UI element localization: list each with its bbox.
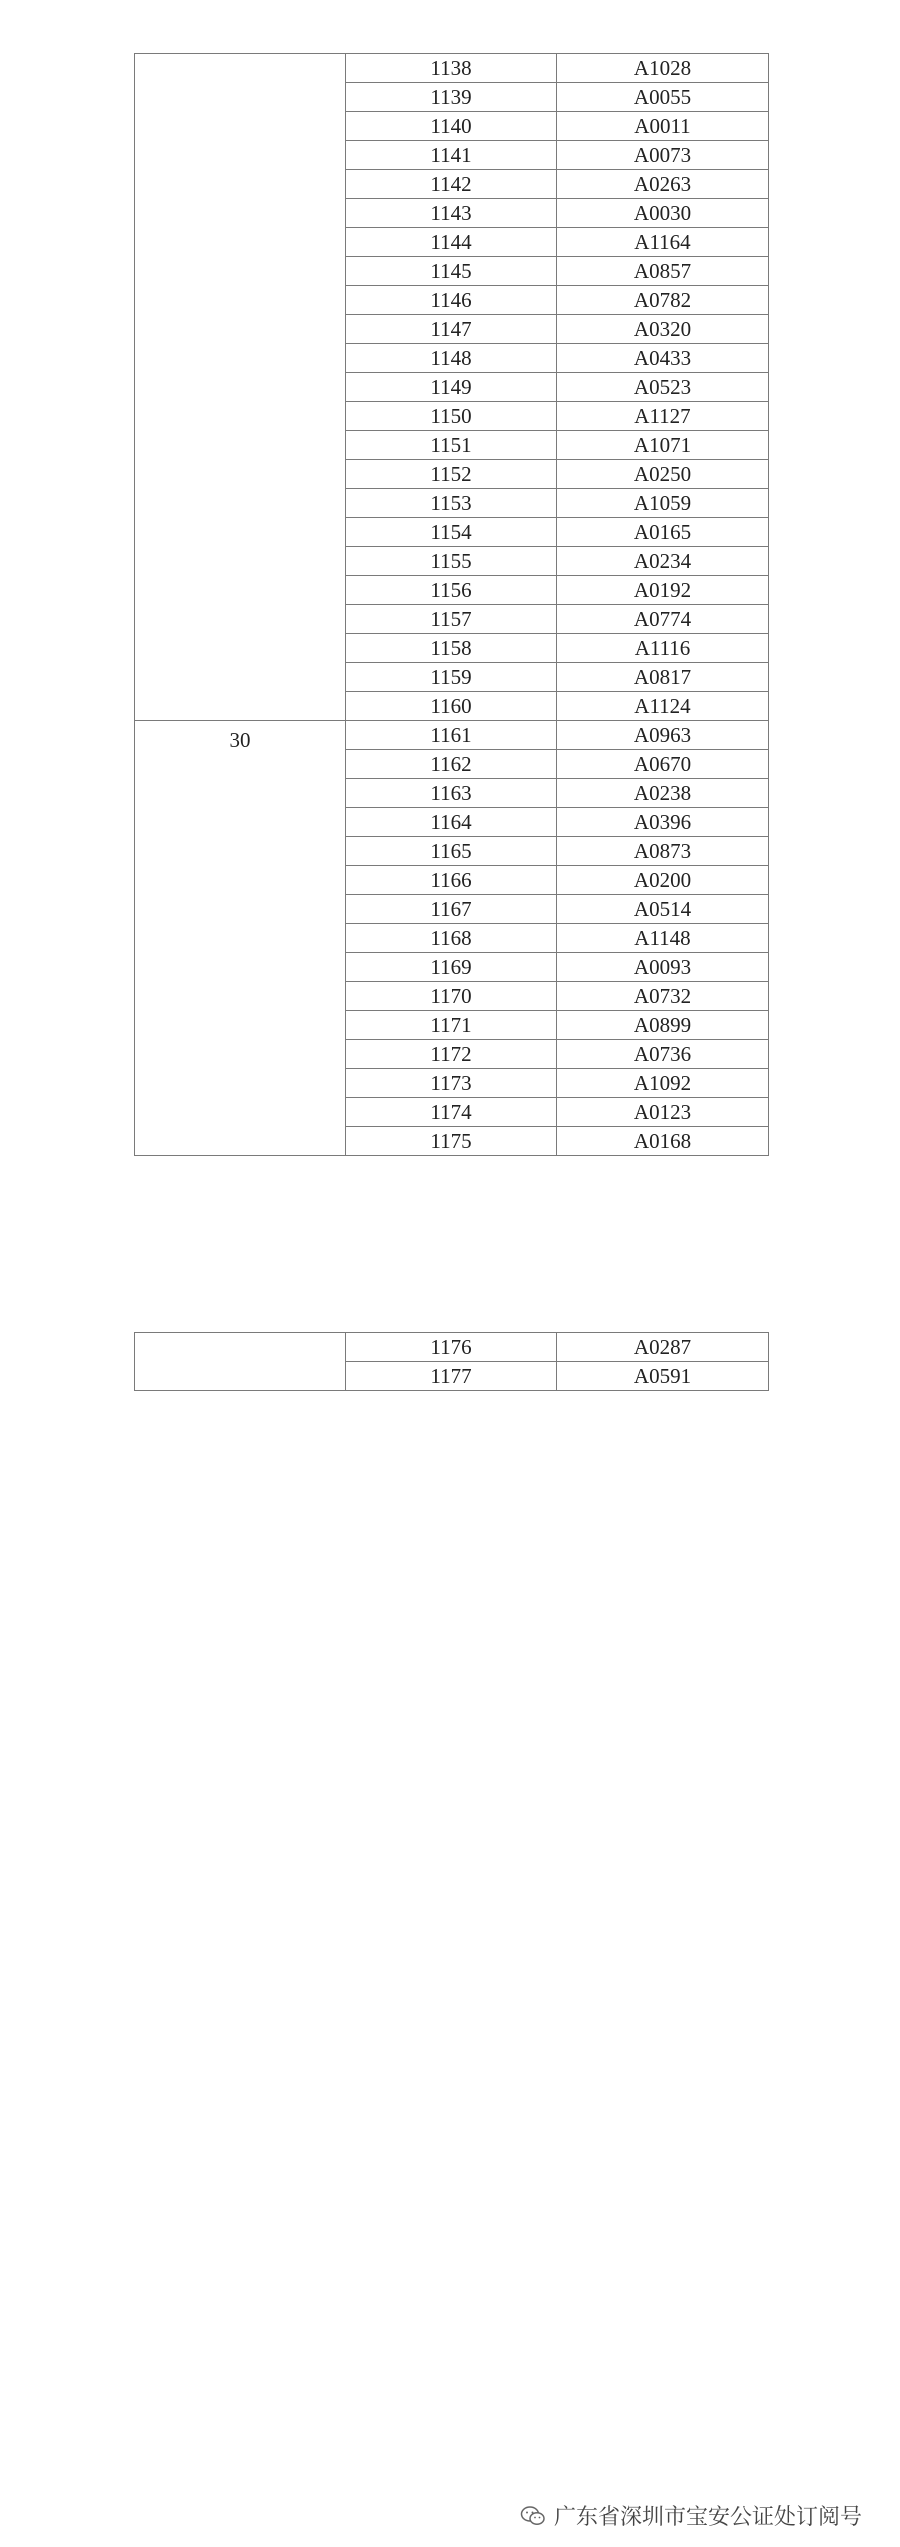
code-cell: A0234 (557, 547, 769, 576)
code-cell: A0073 (557, 141, 769, 170)
number-cell: 1152 (346, 460, 557, 489)
code-cell: A0963 (557, 721, 769, 750)
code-cell: A1116 (557, 634, 769, 663)
code-cell: A0030 (557, 199, 769, 228)
number-cell: 1150 (346, 402, 557, 431)
number-cell: 1174 (346, 1098, 557, 1127)
number-cell: 1159 (346, 663, 557, 692)
number-cell: 1162 (346, 750, 557, 779)
table-body (135, 1333, 769, 1391)
group-cell (135, 721, 346, 1156)
number-cell: 1145 (346, 257, 557, 286)
code-cell: A1124 (557, 692, 769, 721)
table-row (135, 1333, 769, 1362)
number-cell: 1163 (346, 779, 557, 808)
code-cell: A1127 (557, 402, 769, 431)
number-cell: 1156 (346, 576, 557, 605)
number-cell: 1168 (346, 924, 557, 953)
watermark-text: 广东省深圳市宝安公证处订阅号 (554, 2505, 863, 2530)
number-cell: 1170 (346, 982, 557, 1011)
number-cell: 1161 (346, 721, 557, 750)
watermark (520, 2500, 862, 2531)
results-table (134, 53, 769, 1156)
number-cell: 1164 (346, 808, 557, 837)
number-cell: 1173 (346, 1069, 557, 1098)
number-cell: 1154 (346, 518, 557, 547)
code-cell: A0168 (557, 1127, 769, 1156)
code-cell: A0200 (557, 866, 769, 895)
number-cell: 1171 (346, 1011, 557, 1040)
code-cell: A0523 (557, 373, 769, 402)
code-cell: A1148 (557, 924, 769, 953)
code-cell: A0736 (557, 1040, 769, 1069)
code-cell: A1092 (557, 1069, 769, 1098)
number-cell: 1157 (346, 605, 557, 634)
number-cell: 1176 (346, 1333, 557, 1362)
code-cell: A0396 (557, 808, 769, 837)
code-cell: A0857 (557, 257, 769, 286)
code-cell: A0287 (557, 1333, 769, 1362)
code-cell: A0774 (557, 605, 769, 634)
number-cell: 1151 (346, 431, 557, 460)
group-cell (135, 54, 346, 721)
code-cell: A0899 (557, 1011, 769, 1040)
number-cell: 1169 (346, 953, 557, 982)
group-label (135, 54, 345, 59)
code-cell: A1164 (557, 228, 769, 257)
number-cell: 1144 (346, 228, 557, 257)
code-cell: A0263 (557, 170, 769, 199)
number-cell: 1172 (346, 1040, 557, 1069)
number-cell: 1149 (346, 373, 557, 402)
number-cell: 1148 (346, 344, 557, 373)
code-cell: A0192 (557, 576, 769, 605)
number-cell: 1142 (346, 170, 557, 199)
code-cell: A0320 (557, 315, 769, 344)
group-label: 30 (229, 728, 251, 752)
number-cell: 1177 (346, 1362, 557, 1391)
code-cell: A0055 (557, 83, 769, 112)
number-cell: 1146 (346, 286, 557, 315)
number-cell: 1165 (346, 837, 557, 866)
code-cell: A0093 (557, 953, 769, 982)
code-cell: A0123 (557, 1098, 769, 1127)
code-cell: A0165 (557, 518, 769, 547)
number-cell: 1138 (346, 54, 557, 83)
group-label (135, 1333, 345, 1338)
code-cell: A0250 (557, 460, 769, 489)
table-body (135, 54, 769, 1156)
number-cell: 1141 (346, 141, 557, 170)
code-cell: A0433 (557, 344, 769, 373)
number-cell: 1166 (346, 866, 557, 895)
code-cell: A0514 (557, 895, 769, 924)
number-cell: 1155 (346, 547, 557, 576)
number-cell: 1143 (346, 199, 557, 228)
code-cell: A0873 (557, 837, 769, 866)
code-cell: A0591 (557, 1362, 769, 1391)
number-cell: 1160 (346, 692, 557, 721)
results-table-continued (134, 1332, 769, 1391)
wechat-icon (520, 2505, 546, 2527)
table-row (135, 54, 769, 83)
number-cell: 1167 (346, 895, 557, 924)
number-cell: 1175 (346, 1127, 557, 1156)
code-cell: A1071 (557, 431, 769, 460)
code-cell: A0782 (557, 286, 769, 315)
number-cell: 1139 (346, 83, 557, 112)
code-cell: A1028 (557, 54, 769, 83)
group-cell (135, 1333, 346, 1391)
number-cell: 1158 (346, 634, 557, 663)
code-cell: A0238 (557, 779, 769, 808)
code-cell: A0732 (557, 982, 769, 1011)
number-cell: 1153 (346, 489, 557, 518)
code-cell: A1059 (557, 489, 769, 518)
code-cell: A0817 (557, 663, 769, 692)
number-cell: 1140 (346, 112, 557, 141)
table-row (135, 721, 769, 750)
number-cell: 1147 (346, 315, 557, 344)
code-cell: A0011 (557, 112, 769, 141)
code-cell: A0670 (557, 750, 769, 779)
